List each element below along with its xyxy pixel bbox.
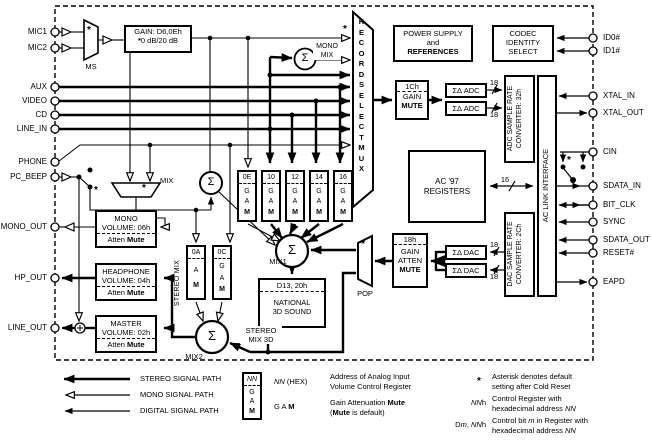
a: A — [219, 274, 225, 282]
bus18-label-3: 18 — [489, 240, 499, 249]
pin-label-xtal-in: XTAL_IN — [603, 91, 635, 100]
legend-arrow-samples — [64, 379, 130, 411]
hp-gain-l3: MUTE — [399, 265, 421, 274]
a: A — [249, 398, 255, 405]
legend-nn-hex: NN (HEX) — [274, 377, 308, 386]
master-vol-l2: VOLUME: 02h — [101, 328, 151, 337]
codec-identity-box — [492, 25, 554, 62]
legend-nnh-desc: Control Register with hexadecimal address NN — [492, 394, 576, 413]
codec-l2: IDENTITY — [505, 38, 541, 47]
m: M — [219, 285, 225, 293]
legend-nnh: NNh — [470, 398, 486, 407]
mono-vol-l2: VOLUME: 06h — [101, 223, 151, 232]
dac-right-box: ΣΔ DAC — [445, 263, 487, 278]
hp-gain-l2: ATTEN — [397, 256, 423, 265]
hp-vol-l1: HEADPHONE — [102, 267, 150, 276]
m: M — [193, 282, 199, 289]
pc-beep-volume-block — [186, 245, 206, 300]
star-d2: setting after Cold Reset — [492, 381, 571, 391]
mono-vol-atten: Atten — [107, 235, 128, 244]
mono-vol-l1: MONO — [114, 214, 138, 223]
pin-label-reset: RESET# — [603, 248, 635, 257]
bus18-label-1: 18 — [489, 78, 499, 87]
mix-default-asterisk: * — [142, 183, 146, 194]
pin-label-aux: AUX — [30, 82, 47, 91]
star-d1: Asterisk denotes default — [492, 372, 573, 381]
legend-dm-desc: Control bit m in Register with hexadecimal address NN — [492, 416, 588, 435]
power-l3: REFERENCES — [407, 47, 459, 56]
record-default-asterisk: * — [343, 24, 347, 35]
dac-src-l1: DAC SAMPLE RATE — [507, 221, 514, 287]
g: G — [244, 187, 250, 195]
legend-block-sample — [242, 372, 262, 420]
n3d-l2: 3D SOUND — [272, 307, 312, 316]
pin-label-phone: PHONE — [18, 157, 47, 166]
block-0c-addr: 0C — [214, 247, 230, 259]
pin-label-line-in: LINE_IN — [16, 124, 47, 133]
block-16-addr: 16 — [335, 172, 351, 184]
pin-label-cd: CD — [35, 110, 47, 119]
beep-default-asterisk: * — [94, 185, 98, 196]
a: A — [292, 198, 298, 205]
pin-label-sdata-out: SDATA_OUT — [603, 235, 650, 244]
g: G — [219, 263, 225, 271]
mic-mux-label: MS — [85, 62, 97, 71]
pin-label-mono-out: MONO_OUT — [0, 222, 47, 231]
master-vol-atten: Atten — [107, 340, 128, 349]
pin-label-cin: CIN — [603, 147, 617, 156]
g: G — [268, 187, 274, 195]
hp-gain-addr: 18h — [394, 235, 426, 245]
adc-src-l1: ADC SAMPLE RATE — [507, 85, 514, 152]
m: M — [249, 407, 255, 415]
pin-label-hp-out: HP_OUT — [14, 273, 47, 282]
n3d-addr: D13, 20h — [260, 280, 324, 292]
n3d-l1: NATIONAL — [273, 298, 311, 307]
pin-label-id1: ID1# — [603, 46, 620, 55]
nnh-d1: Control Register with — [492, 394, 562, 403]
block-0a-addr: 0A — [188, 247, 204, 259]
adc-right-box: ΣΔ ADC — [445, 101, 487, 116]
codec-l1: CODEC — [509, 29, 537, 38]
hp-vol-mute: Mute — [127, 288, 145, 297]
pin-label-mic2: MIC2 — [27, 43, 47, 52]
stereo-mix-3d-label — [240, 326, 282, 344]
block-10-addr: 10 — [263, 172, 279, 184]
hp-vol-atten: Atten — [107, 288, 128, 297]
power-l2: and — [426, 38, 440, 47]
legend-dm-nnh: Dm, NNh — [455, 420, 486, 429]
legend-digital-label: DIGITAL SIGNAL PATH — [140, 406, 219, 415]
a: A — [340, 198, 346, 205]
pin-label-xtal-out: XTAL_OUT — [603, 108, 644, 117]
phone-beep-mix-mux — [112, 183, 160, 197]
default-asterisk: * — [137, 36, 141, 45]
g: G — [292, 187, 298, 195]
phone-volume-block — [212, 245, 232, 300]
block-14-addr: 14 — [311, 172, 327, 184]
pin-label-sdata-in: SDATA_IN — [603, 181, 641, 190]
pin-label-video: VIDEO — [22, 96, 47, 105]
legend-gam-desc: Gain Attenuation Mute (Mute is default) — [330, 398, 406, 417]
cin-default-asterisk: * — [567, 155, 571, 166]
mono-mix-sigma-icon: Σ — [301, 52, 309, 64]
mono-mix-label — [313, 43, 341, 60]
mix2-sigma-icon: Σ — [207, 328, 217, 343]
mic-gain-value — [126, 36, 190, 45]
bus18-label-2: 18 — [489, 110, 499, 119]
m: M — [244, 208, 250, 216]
m: M — [268, 208, 274, 216]
mic-gain-db: 0 dB/20 dB — [140, 36, 179, 45]
ms-default-asterisk: * — [87, 25, 91, 36]
mix1-label: MIX1 — [269, 257, 287, 266]
a: A — [316, 198, 322, 205]
dac-src-label — [507, 213, 533, 295]
m: M — [340, 208, 346, 216]
m: M — [292, 208, 298, 216]
pop-default-asterisk: * — [361, 239, 365, 250]
pin-label-mic1: MIC1 — [27, 27, 47, 36]
mono-vol-mute: Mute — [127, 235, 145, 244]
legend-asterisk-desc — [492, 372, 572, 391]
pop-mux-label: POP — [357, 289, 373, 298]
pin-label-line-out: LINE_OUT — [7, 323, 47, 332]
mono-volume-box — [95, 210, 157, 248]
codec-l3: SELECT — [508, 47, 538, 56]
master-volume-box — [95, 315, 157, 353]
g: G — [316, 187, 322, 195]
a: A — [244, 198, 250, 205]
pin-label-eapd: EAPD — [603, 277, 625, 286]
block-12-addr: 12 — [287, 172, 303, 184]
pin-label-pc-beep: PC_BEEP — [10, 172, 47, 181]
pin-label-bit-clk: BIT_CLK — [603, 200, 636, 209]
legend-nn-desc — [330, 372, 411, 391]
mono-mix-l2: MIX — [320, 51, 334, 59]
record-gain-l2: MUTE — [401, 101, 423, 110]
record-gain-box — [395, 80, 429, 120]
mic-gain-reg: GAIN: D6,0Eh — [134, 27, 182, 36]
a: A — [268, 198, 274, 205]
hp-gain-l1: GAIN — [400, 247, 420, 256]
nn-desc1: Address of Analog Input — [330, 372, 410, 381]
mono-mix-l1: MONO — [316, 43, 338, 50]
mic-volume-block — [237, 170, 257, 222]
dac-left-box: ΣΔ DAC — [445, 245, 487, 260]
regs-l2: REGISTERS — [423, 186, 471, 196]
master-vol-l1: MASTER — [110, 319, 142, 328]
mix-mux-label: MIX — [160, 176, 174, 185]
legend-mono-label: MONO SIGNAL PATH — [140, 390, 214, 399]
national-3d-box — [258, 278, 326, 328]
mic-gain-box — [124, 25, 192, 53]
power-supply-box — [393, 25, 473, 62]
hp-vol-l2: VOLUME: 04h — [101, 276, 151, 285]
a: A — [193, 267, 199, 274]
pin-label-sync: SYNC — [603, 217, 626, 226]
stereo-mix-label: STEREO MIX — [174, 259, 181, 307]
dac-src-l2: CONVERTER: 2Ch — [515, 223, 523, 285]
regs-l1: AC '97 — [435, 176, 459, 186]
ac-link-label: AC LINK INTERFACE — [541, 148, 550, 223]
adc-src-label — [507, 76, 533, 161]
s3d-l2: MIX 3D — [248, 335, 274, 344]
bus18-label-4: 18 — [489, 272, 499, 281]
m: M — [316, 208, 322, 216]
ac97-registers-box — [408, 150, 486, 223]
master-vol-mute: Mute — [127, 340, 145, 349]
s3d-l1: STEREO — [245, 326, 277, 335]
legend-stereo-label: STEREO SIGNAL PATH — [140, 374, 222, 383]
headphone-gain-box — [392, 233, 428, 288]
mix2-label: MIX2 — [185, 352, 203, 361]
mono-sum-sigma-icon: Σ — [207, 176, 215, 188]
record-mux-label: RECORD SELECT MUX — [358, 17, 365, 173]
legend-nn: NN — [244, 374, 260, 386]
video-volume-block — [309, 170, 329, 222]
nn-desc2: Volume Control Register — [330, 381, 412, 391]
cd-volume-block — [285, 170, 305, 222]
aux-volume-block — [333, 170, 353, 222]
block-0e-addr: 0E — [239, 172, 255, 184]
power-l1: POWER SUPPLY — [403, 29, 463, 38]
pin-label-id0: ID0# — [603, 33, 620, 42]
legend-asterisk: * — [477, 376, 481, 387]
g: G — [249, 388, 255, 396]
bus16-label: 16 — [500, 175, 510, 184]
g: G — [340, 187, 346, 195]
record-gain-addr: 1Ch — [397, 82, 427, 92]
summing-node-icon — [75, 323, 85, 333]
record-gain-l1: GAIN — [402, 92, 422, 101]
legend-gam: G A M — [274, 402, 295, 411]
adc-left-box: ΣΔ ADC — [445, 83, 487, 98]
adc-src-l2: CONVERTER: 32h — [515, 88, 523, 149]
mix1-sigma-icon: Σ — [287, 242, 297, 257]
headphone-volume-box — [95, 263, 157, 301]
line-in-volume-block — [261, 170, 281, 222]
